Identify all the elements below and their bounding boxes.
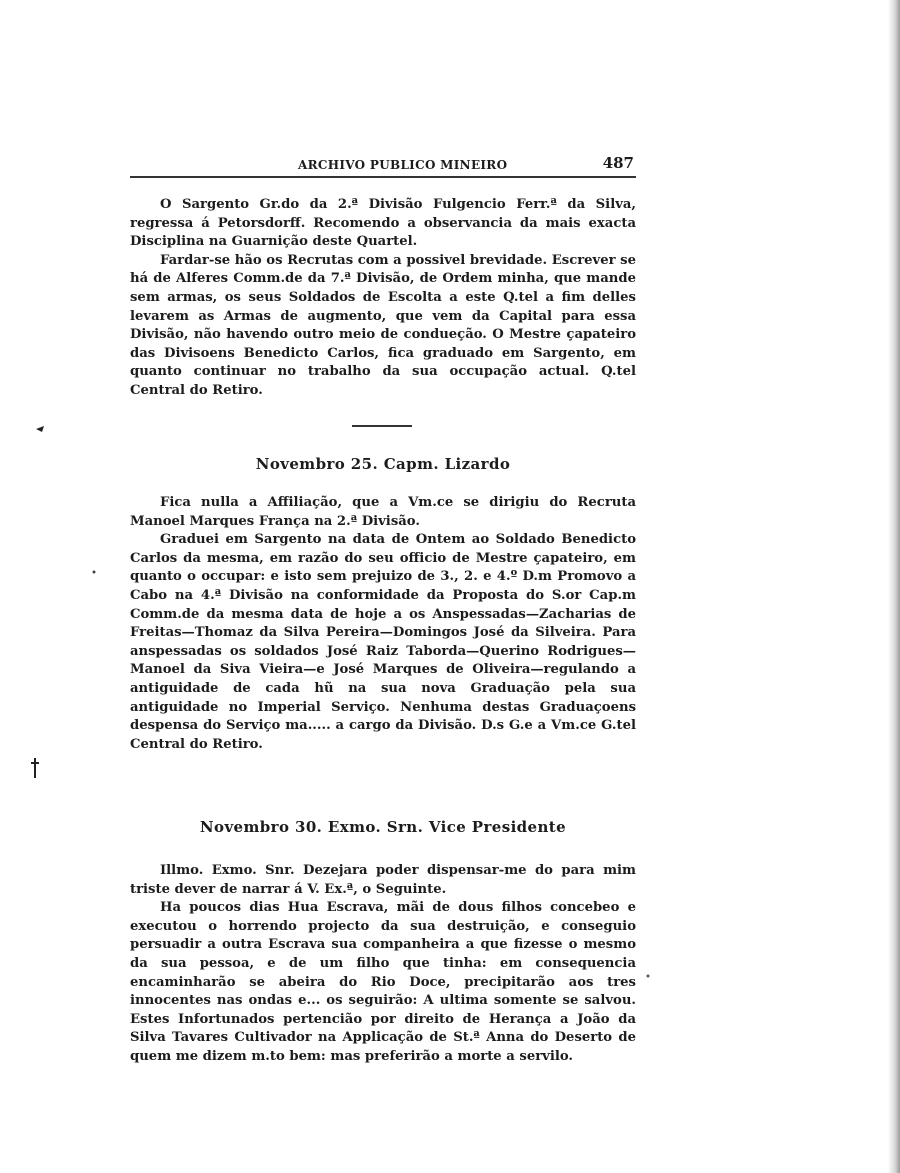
paragraph: Illmo. Exmo. Snr. Dezejara poder dispensar-me do para mim triste dever de narrar á V. Ex.ª, o Seguinte. xyxy=(130,863,636,897)
margin-mark-icon xyxy=(36,418,44,426)
page-number: 487 xyxy=(602,154,634,172)
paragraph: Fardar-se hão os Recrutas com a possivel brevidade. Escrever se há de Alferes Comm.de da 7.ª Divisão, de Ordem minha, que mande sem armas, os seus Soldados de Escolta a este Q.tel a fim delles levarem as Armas de augmento, que vem da Capital para essa Divisão, não havendo outro meio de condueção. O Mestre çapateiro das Divisoens Benedicto Carlos, fica graduado em Sargento, em quanto continuar no trabalho da sua occupação actual. Q.tel Central do Retiro. xyxy=(130,252,636,398)
margin-dagger-icon xyxy=(30,758,40,778)
paragraph: Graduei em Sargento na data de Ontem ao Soldado Benedicto Carlos da mesma, em razão do seu officio de Mestre çapateiro, em quanto o occupar: e isto sem prejuizo de 3., 2. e 4.º D.m Promovo a Cabo na 4.ª Divisão na conformidade da Proposta do S.or Cap.m Comm.de da mesma data de hoje a os Anspessadas—Zacharias de Freitas—Thomaz da Silva Pereira—Domingos José da Silveira. Para anspessadas os soldados José Raiz Taborda—Querino Rodrigues—Manoel da Siva Vieira—e José Marques de Oliveira—regulando a antiguidade de cada hũ na sua nova Graduação pela sua antiguidade no Imperial Serviço. Nenhuma destas Graduaçoens despensa do Serviço ma..... a cargo da Divisão. D.s G.e a Vm.ce G.tel Central do Retiro. xyxy=(130,532,636,752)
entry-november-25 xyxy=(130,494,636,754)
paragraph: O Sargento Gr.do da 2.ª Divisão Fulgencio Ferr.ª da Silva, regressa á Petorsdorff. Recomendo a observancia da mais exacta Disciplina na Guarnição deste Quartel. xyxy=(130,197,636,250)
margin-dot-icon xyxy=(92,559,96,563)
margin-dot-icon xyxy=(646,963,650,967)
page-edge-shadow xyxy=(888,0,900,1173)
entry-november-30 xyxy=(130,862,636,1067)
entry-continued xyxy=(130,196,636,401)
entry-heading: Novembro 25. Capm. Lizardo xyxy=(255,455,511,473)
header-rule xyxy=(130,176,636,178)
entry-heading: Novembro 30. Exmo. Srn. Vice Presidente xyxy=(199,818,567,836)
journal-title: ARCHIVO PUBLICO MINEIRO xyxy=(298,158,508,172)
running-header xyxy=(130,154,636,176)
paragraph: Fica nulla a Affiliação, que a Vm.ce se dirigiu do Recruta Manoel Marques França na 2.ª Divisão. xyxy=(130,495,636,529)
paragraph: Ha poucos dias Hua Escrava, mãi de dous filhos concebeo e executou o horrendo projecto da sua destruição, e conseguio persuadir a outra Escrava sua companheira a que fizesse o mesmo da sua pessoa, e de um filho que tinha: em consequencia encaminharão se abeira do Rio Doce, precipitarão aos tres innocentes nas ondas e... os seguirão: A ultima somente se salvou. Estes Infortunados pertencião por direito de Herança a João da Silva Tavares Cultivador na Applicação de St.ª Anna do Deserto de quem me dizem m.to bem: mas preferirão a morte a servilo. xyxy=(130,900,636,1064)
section-separator xyxy=(352,425,412,427)
